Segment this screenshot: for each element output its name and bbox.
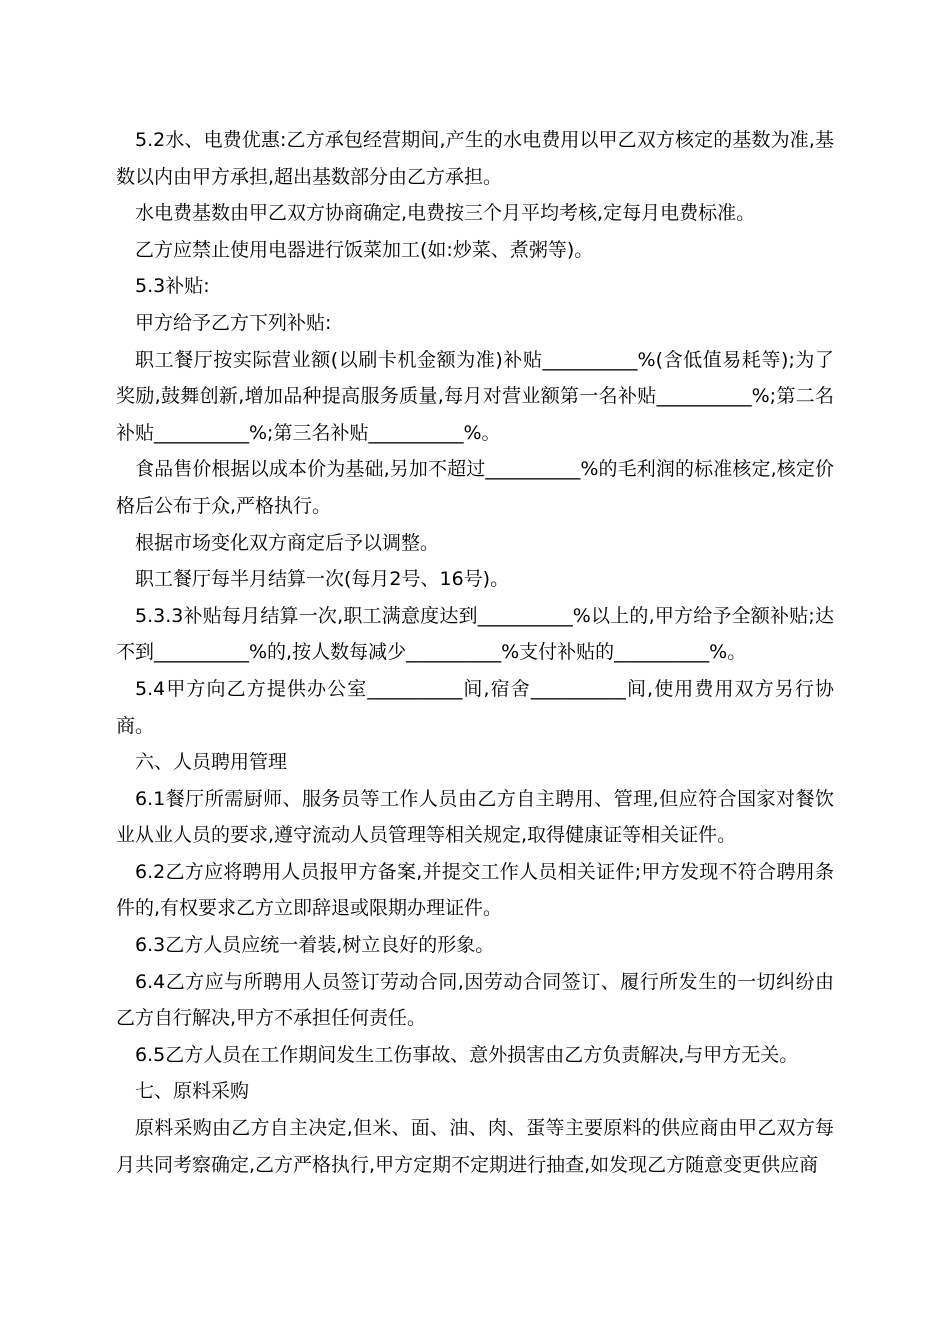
paragraph-base-fee: 水电费基数由甲乙双方协商确定,电费按三个月平均考核,定每月电费标准。 xyxy=(135,202,756,225)
paragraph-subsidy-intro: 甲方给予乙方下列补贴: xyxy=(135,311,332,334)
paragraph-satisfaction: 5.3.3补贴每月结算一次,职工满意度达到__________%以上的,甲方给予全额补贴;达不到__________%的,按人数每减少__________%支付补贴的__________%。 xyxy=(116,604,834,664)
paragraph-food-pricing: 食品售价根据以成本价为基础,另加不超过__________%的毛利润的标准核定,核定价格后公布于众,严格执行。 xyxy=(116,458,834,517)
paragraph-6-4: 6.4乙方应与所聘用人员签订劳动合同,因劳动合同签订、履行所发生的一切纠纷由乙方自行解决,甲方不承担任何责任。 xyxy=(116,970,834,1030)
paragraph-appliance-ban: 乙方应禁止使用电器进行饭菜加工(如:炒菜、煮粥等)。 xyxy=(135,238,594,261)
paragraph-procurement: 原料采购由乙方自主决定,但米、面、油、肉、蛋等主要原料的供应商由甲乙双方每月共同考察确定,乙方严格执行,甲方定期不定期进行抽查,如发现乙方随意变更供应商 xyxy=(116,1117,834,1176)
paragraph-market-adjust: 根据市场变化双方商定后予以调整。 xyxy=(135,531,440,554)
paragraph-settlement: 职工餐厅每半月结算一次(每月2号、16号)。 xyxy=(135,568,510,591)
section-heading-procurement: 七、原料采购 xyxy=(135,1080,250,1103)
paragraph-6-1: 6.1餐厅所需厨师、服务员等工作人员由乙方自主聘用、管理,但应符合国家对餐饮业从业人员的要求,遵守流动人员管理等相关规定,取得健康证等相关证件。 xyxy=(116,787,834,847)
paragraph-office-dorm: 5.4甲方向乙方提供办公室__________间,宿舍__________间,使用费用双方另行协商。 xyxy=(116,677,834,737)
paragraph-subsidy-heading: 5.3补贴: xyxy=(135,275,210,298)
paragraph-water-electricity: 5.2水、电费优惠:乙方承包经营期间,产生的水电费用以甲乙双方核定的基数为准,基数以内由甲方承担,超出基数部分由乙方承担。 xyxy=(116,129,834,188)
paragraph-6-3: 6.3乙方人员应统一着装,树立良好的形象。 xyxy=(135,934,495,957)
section-heading-staffing: 六、人员聘用管理 xyxy=(135,751,288,774)
paragraph-6-5: 6.5乙方人员在工作期间发生工伤事故、意外损害由乙方负责解决,与甲方无关。 xyxy=(135,1043,799,1066)
paragraph-6-2: 6.2乙方应将聘用人员报甲方备案,并提交工作人员相关证件;甲方发现不符合聘用条件的,有权要求乙方立即辞退或限期办理证件。 xyxy=(116,860,834,920)
paragraph-subsidy-rates: 职工餐厅按实际营业额(以刷卡机金额为准)补贴__________%(含低值易耗等);为了奖励,鼓舞创新,增加品种提高服务质量,每月对营业额第一名补贴__________%;第二名补贴__________%;第三名补贴__________%。 xyxy=(116,348,834,444)
